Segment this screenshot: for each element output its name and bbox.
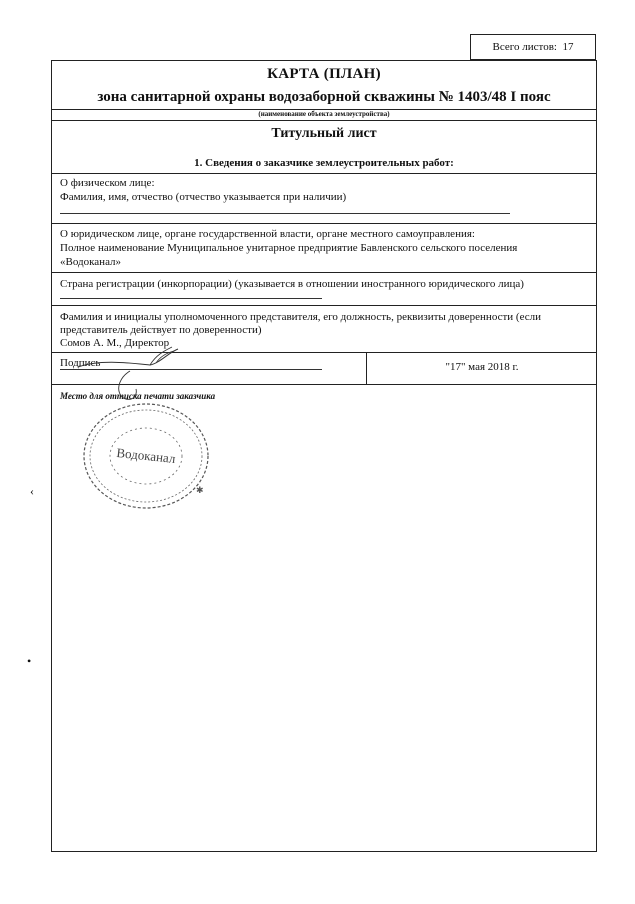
divider [51,120,597,121]
divider [51,272,597,273]
total-sheets-value: 17 [562,41,574,53]
physical-person-label: О физическом лице: [60,177,155,189]
stamp-text: Водоканал [115,444,177,467]
representative-label-cont: представитель действует по доверенности) [60,324,262,336]
stamp-place-note: Место для оттиска печати заказчика [60,391,216,401]
legal-entity-name: Полное наименование Муниципальное унитарное предприятие Бавленского сельского поселения [60,242,518,254]
physical-person-name-line [60,213,510,214]
divider [51,305,597,306]
document-title: КАРТА (ПЛАН) [267,66,381,82]
sheet-title: Титульный лист [271,126,377,141]
representative-value: Сомов А. М., Директор [60,337,170,349]
legal-entity-name-cont: «Водоканал» [60,256,122,268]
organization-stamp [78,398,218,513]
registration-label: Страна регистрации (инкорпорации) (указывается в отношении иностранного юридического лица) [60,278,524,290]
representative-label: Фамилия и инициалы уполномоченного представителя, его должность, реквизиты доверенности (если [60,311,541,323]
section-heading: 1. Сведения о заказчике землеустроительных работ: [194,157,454,169]
object-caption: (наименование объекта землеустройства) [258,110,390,118]
margin-mark: ‹ [30,484,34,498]
physical-person-field-label: Фамилия, имя, отчество (отчество указывается при наличии) [60,191,347,203]
signature-scribble [60,345,220,415]
object-name: зона санитарной охраны водозаборной скважины № 1403/48 I пояс [97,89,551,105]
total-sheets-box [470,34,596,60]
signature-date: "17" мая 2018 г. [445,361,519,373]
signature-label: Подпись [60,357,101,369]
svg-text:✱: ✱ [196,486,204,496]
legal-entity-label: О юридическом лице, органе государственной власти, органе местного самоуправления: [60,228,475,240]
total-sheets-label: Всего листов: [492,41,557,53]
divider [51,173,597,174]
margin-mark: • [27,654,32,668]
registration-line [60,298,322,299]
divider [51,223,597,224]
